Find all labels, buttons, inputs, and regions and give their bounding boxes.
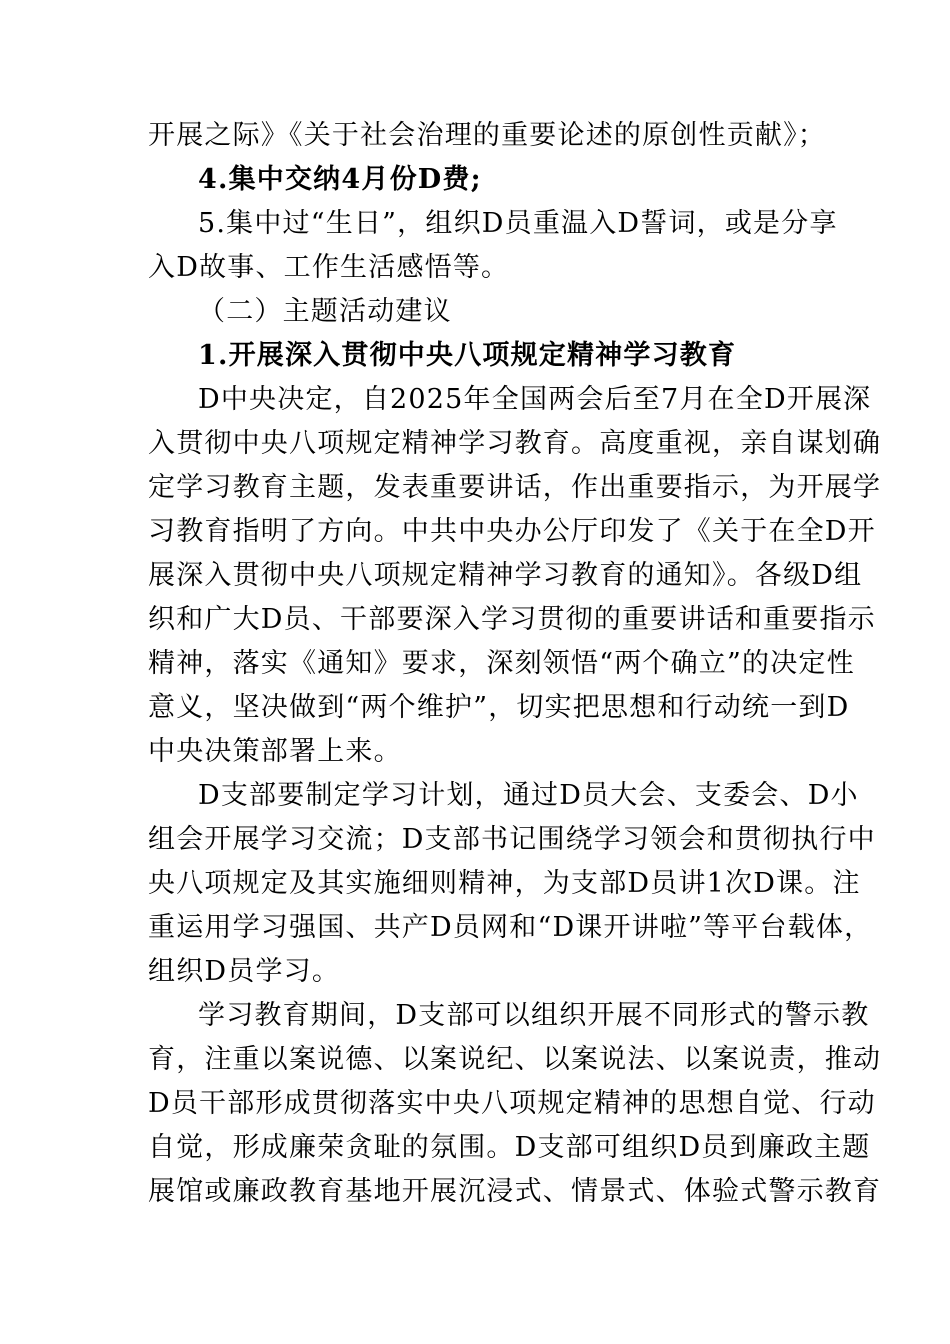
paragraph-line: 学习教育期间，D支部可以组织开展不同形式的警示教	[198, 1000, 870, 1031]
paragraph-line: 中央决策部署上来。	[148, 736, 402, 767]
paragraph-line: 重运用学习强国、共产D员网和“D课开讲啦”等平台载体，	[148, 912, 873, 943]
paragraph-line: 央八项规定及其实施细则精神，为支部D员讲1次D课。注	[148, 868, 861, 899]
section-heading: （二）主题活动建议	[198, 296, 452, 327]
paragraph-line: 入贯彻中央八项规定精神学习教育。高度重视，亲自谋划确	[148, 428, 882, 459]
subsection-heading: 1.开展深入贯彻中央八项规定精神学习教育	[198, 340, 737, 371]
paragraph-line: 精神，落实《通知》要求，深刻领悟“两个确立”的决定性	[148, 648, 855, 679]
paragraph-line: 习教育指明了方向。中共中央办公厅印发了《关于在全D开	[148, 516, 876, 547]
paragraph-line: 展深入贯彻中央八项规定精神学习教育的通知》。各级D组	[148, 560, 863, 591]
paragraph-line: 展馆或廉政教育基地开展沉浸式、情景式、体验式警示教育	[148, 1176, 882, 1207]
text-line: 开展之际》《关于社会治理的重要论述的原创性贡献》；	[148, 120, 826, 151]
paragraph-line: D中央决定，自2025年全国两会后至7月在全D开展深	[198, 384, 872, 415]
list-item: 5.集中过“生日”，组织D员重温入D誓词，或是分享	[198, 208, 838, 239]
paragraph-line: 组织D员学习。	[148, 956, 341, 987]
paragraph-line: 意义，坚决做到“两个维护”，切实把思想和行动统一到D	[148, 692, 850, 723]
list-item-heading: 4.集中交纳4月份D费;	[198, 164, 482, 195]
paragraph-line: 育，注重以案说德、以案说纪、以案说法、以案说责，推动	[148, 1044, 882, 1075]
paragraph-line: 自觉，形成廉荣贪耻的氛围。D支部可组织D员到廉政主题	[148, 1132, 871, 1163]
paragraph-line: D员干部形成贯彻落实中央八项规定精神的思想自觉、行动	[148, 1088, 876, 1119]
text-line: 入D故事、工作生活感悟等。	[148, 252, 510, 283]
paragraph-line: 组会开展学习交流；D支部书记围绕学习领会和贯彻执行中	[148, 824, 876, 855]
paragraph-line: D支部要制定学习计划，通过D员大会、支委会、D小	[198, 780, 859, 811]
paragraph-line: 定学习教育主题，发表重要讲话，作出重要指示，为开展学	[148, 472, 882, 503]
paragraph-line: 织和广大D员、干部要深入学习贯彻的重要讲话和重要指示	[148, 604, 876, 635]
